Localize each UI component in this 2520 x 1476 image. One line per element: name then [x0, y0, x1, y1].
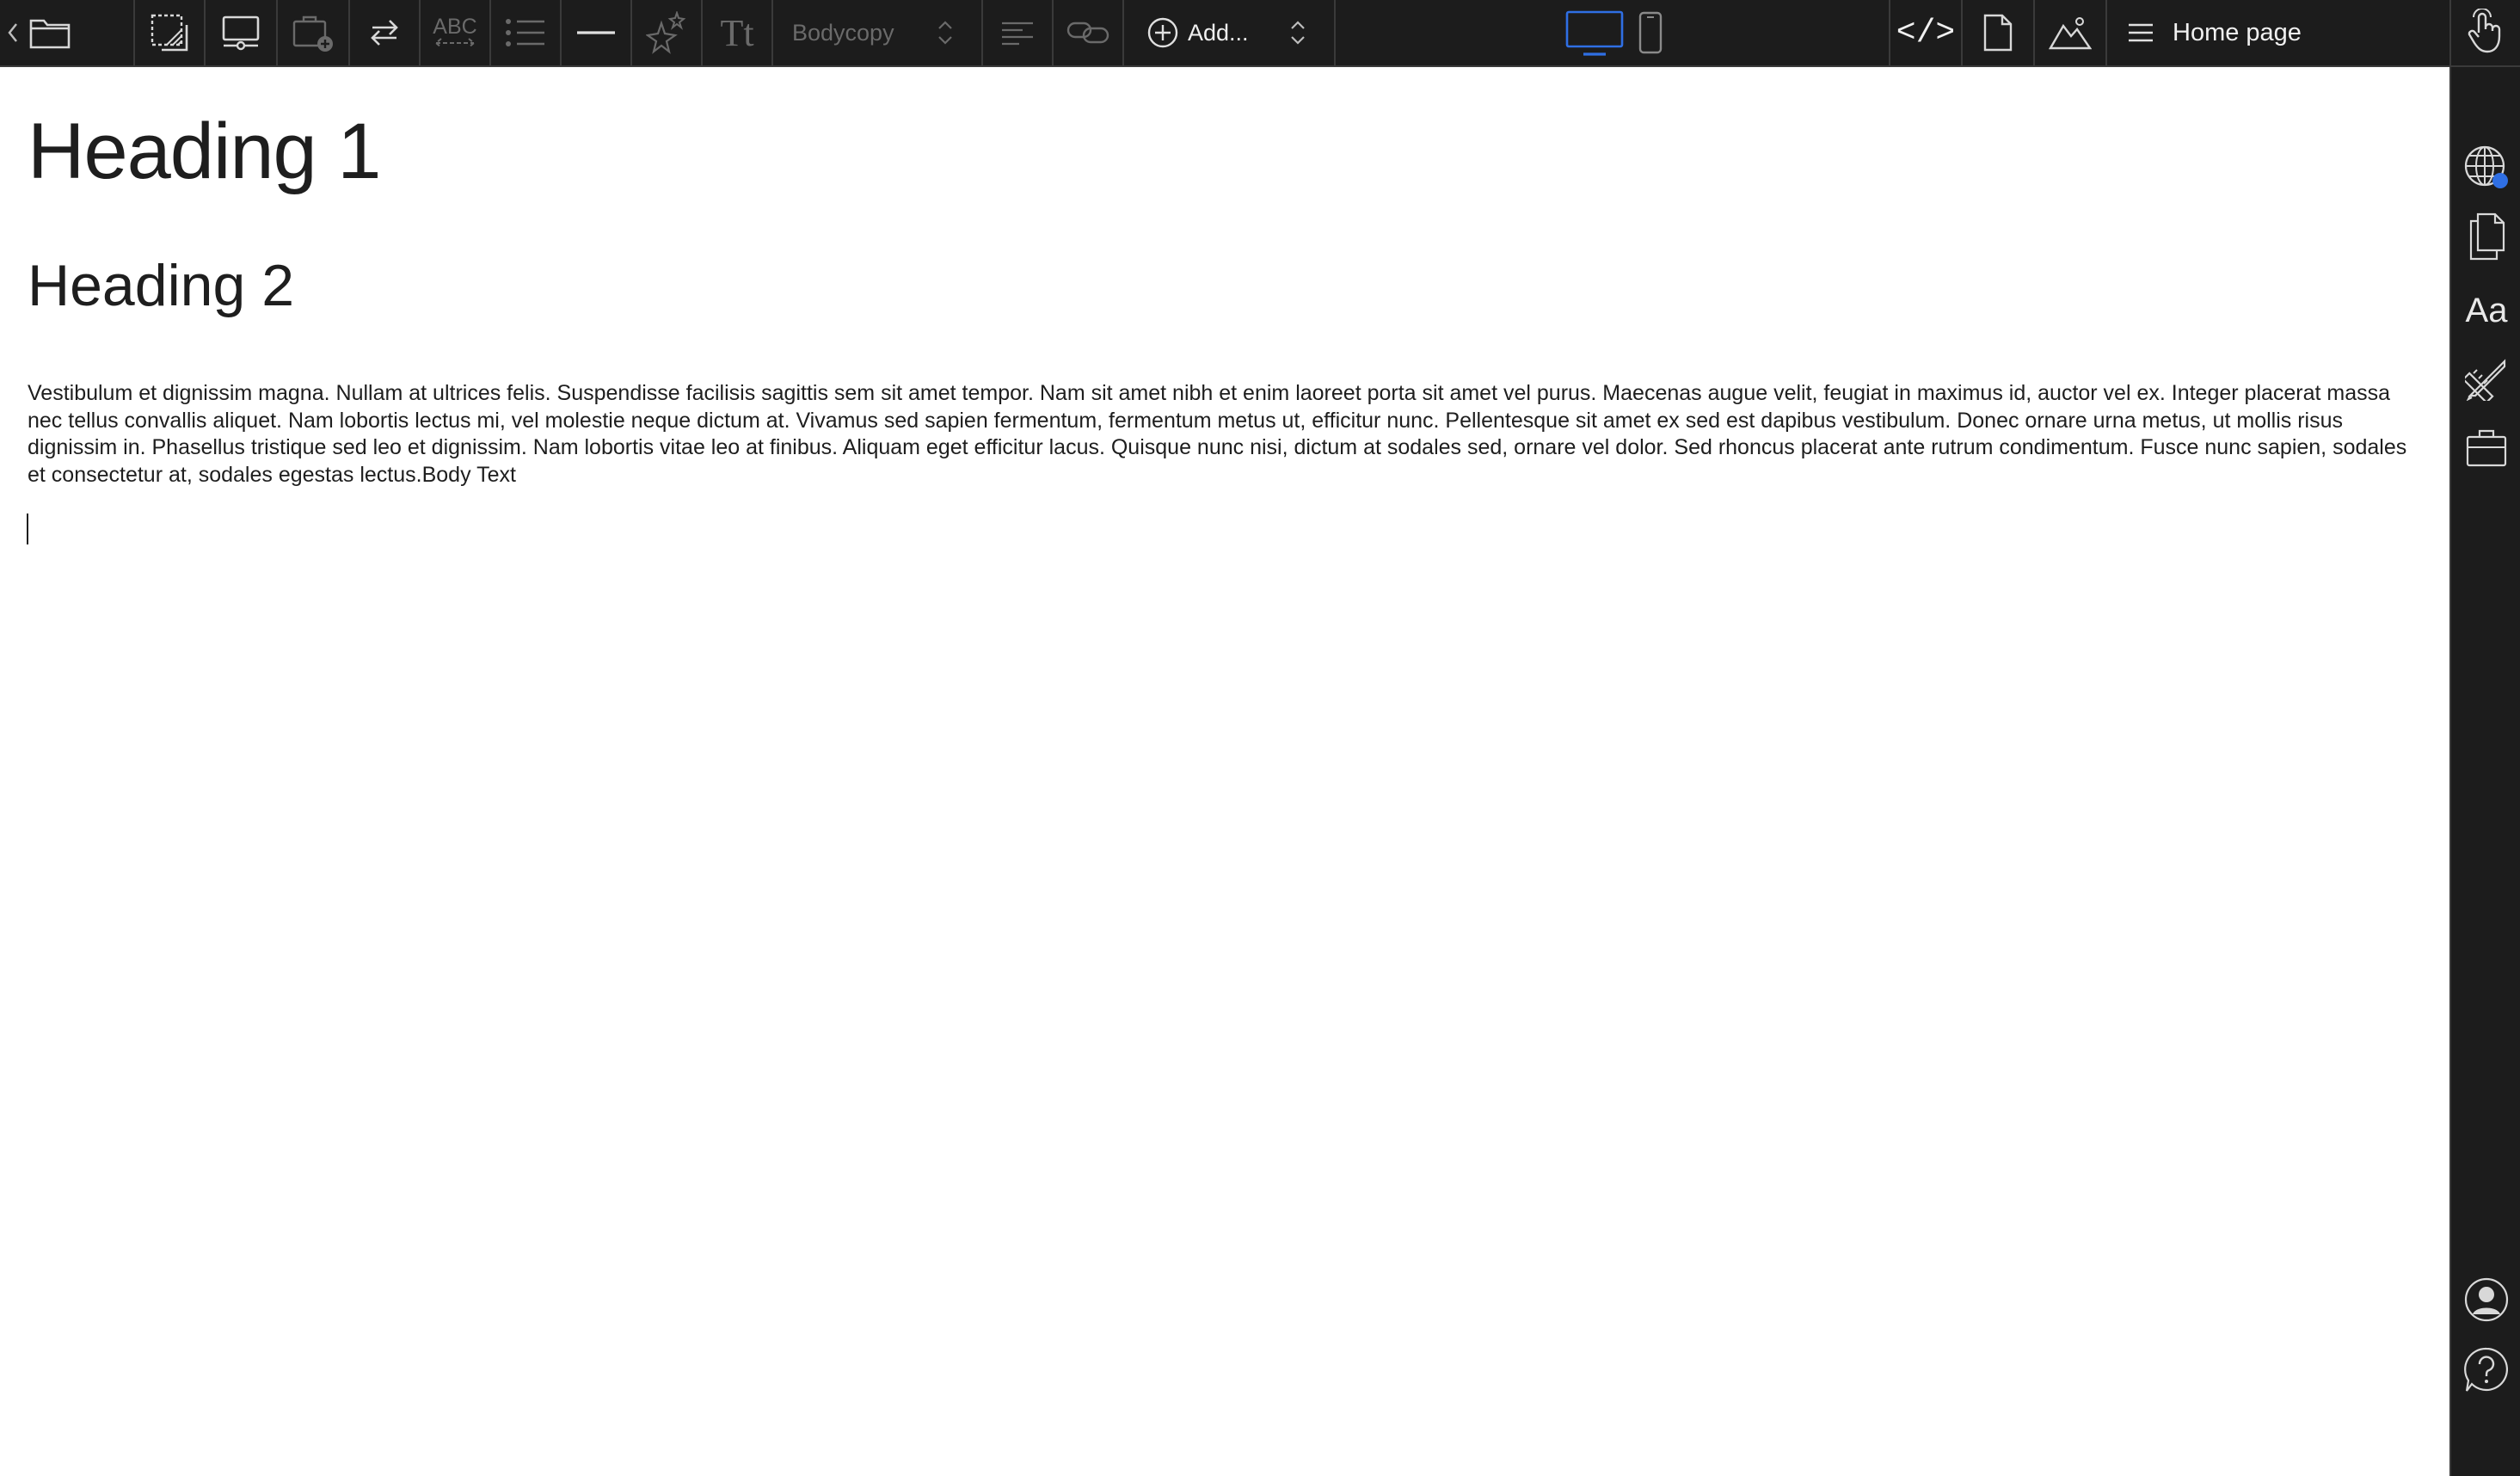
pages-button[interactable]	[2451, 205, 2520, 272]
mountain-image-icon	[2049, 15, 2092, 50]
text-size-icon: Tt	[720, 11, 754, 54]
site-settings-button[interactable]	[2451, 136, 2520, 203]
pages-icon	[2466, 212, 2507, 266]
letter-spacing-button[interactable]	[421, 0, 489, 65]
style-select-value: Bodycopy	[792, 19, 894, 46]
letter-spacing-label: ABC	[433, 15, 477, 39]
sparkle-button[interactable]	[632, 0, 701, 65]
account-icon	[2463, 1276, 2510, 1327]
design-tools-icon	[2465, 358, 2508, 405]
select-area-button[interactable]	[135, 0, 204, 65]
page-menu-button[interactable]	[2107, 0, 2448, 65]
letter-spacing-icon	[433, 16, 476, 49]
typography-icon: Aa	[2465, 291, 2508, 329]
chevron-left-icon[interactable]	[3, 0, 22, 65]
help-icon	[2463, 1346, 2510, 1399]
text-cursor	[27, 514, 28, 544]
code-view-button[interactable]	[1890, 0, 1961, 65]
screen-link-button[interactable]	[206, 0, 276, 65]
desktop-view-button[interactable]	[1562, 0, 1627, 65]
horizontal-rule-button[interactable]	[562, 0, 630, 65]
select-area-icon	[150, 13, 189, 52]
screen-link-icon	[221, 15, 261, 51]
code-icon: </>	[1896, 14, 1956, 52]
add-component-icon	[292, 13, 335, 52]
up-down-chevron-icon	[935, 18, 956, 47]
heading-2[interactable]: Heading 2	[28, 253, 295, 318]
top-toolbar	[0, 0, 2520, 67]
body-paragraph[interactable]: Vestibulum et dignissim magna. Nullam at ultrices felis. Suspendisse facilisis sagittis sem sit amet tempor. Nam sit amet nibh et enim laoreet porta sit amet vel purus. Maecenas augue velit, feugiat in maximus id, auctor vel ex. Integer placerat massa nec tellus convallis aliquet. Nam lobortis lectus mi, vel molestie neque dictum at. Vivamus sed sapien fermentum, fermentum metus ut, efficitur nunc. Pellentesque sit amet ex sed est dapibus vestibulum. Donec ornare urna metus, ut mollis risus dignissim in. Phasellus tristique sed leo et dignissim. Nam lobortis vitae leo at finibus. Aliquam eget efficitur lacus. Quisque nunc nisi, dictum at sodales sed, ornare vel dolor. Sed rhoncus placerat ante rutrum condimentum. Fusce nunc sapien, sodales et consectetur at, sodales egestas lectus.Body Text	[28, 381, 2407, 487]
page-settings-button[interactable]	[1963, 0, 2033, 65]
mobile-icon	[1638, 11, 1663, 54]
add-component-button[interactable]	[278, 0, 348, 65]
page-document-icon	[1982, 13, 2013, 52]
add-button[interactable]	[1124, 0, 1334, 65]
up-down-chevron-icon	[1288, 18, 1308, 47]
right-sidebar	[2449, 0, 2520, 1476]
bullet-list-icon	[505, 17, 546, 48]
touch-hand-icon	[2467, 9, 2506, 58]
page-title: Home page	[2173, 18, 2302, 46]
link-button[interactable]	[1054, 0, 1122, 65]
plus-circle-icon	[1146, 16, 1179, 49]
desktop-icon	[1564, 9, 1625, 57]
touch-mode-button[interactable]	[2451, 0, 2520, 67]
align-left-icon	[1000, 20, 1035, 46]
align-left-button[interactable]	[983, 0, 1052, 65]
sparkle-stars-icon	[646, 11, 687, 54]
swap-arrows-icon	[367, 15, 402, 50]
mobile-view-button[interactable]	[1631, 0, 1670, 65]
briefcase-icon	[2465, 428, 2508, 472]
folder-button[interactable]	[24, 0, 76, 65]
text-size-button[interactable]	[703, 0, 771, 65]
account-button[interactable]	[2451, 1268, 2520, 1335]
folder-icon	[28, 15, 71, 50]
globe-icon	[2462, 144, 2511, 196]
store-button[interactable]	[2451, 416, 2520, 483]
hamburger-menu-icon	[2128, 22, 2154, 43]
heading-1[interactable]: Heading 1	[28, 108, 381, 195]
link-icon	[1066, 18, 1110, 47]
design-tools-button[interactable]	[2451, 347, 2520, 415]
page-canvas[interactable]	[0, 67, 2449, 1476]
bullet-list-button[interactable]	[491, 0, 560, 65]
swap-button[interactable]	[350, 0, 419, 65]
horizontal-rule-icon	[576, 29, 616, 36]
style-select[interactable]	[773, 0, 981, 65]
help-button[interactable]	[2451, 1338, 2520, 1405]
add-button-label: Add...	[1188, 19, 1249, 46]
typography-button[interactable]	[2451, 277, 2520, 344]
media-button[interactable]	[2035, 0, 2105, 65]
